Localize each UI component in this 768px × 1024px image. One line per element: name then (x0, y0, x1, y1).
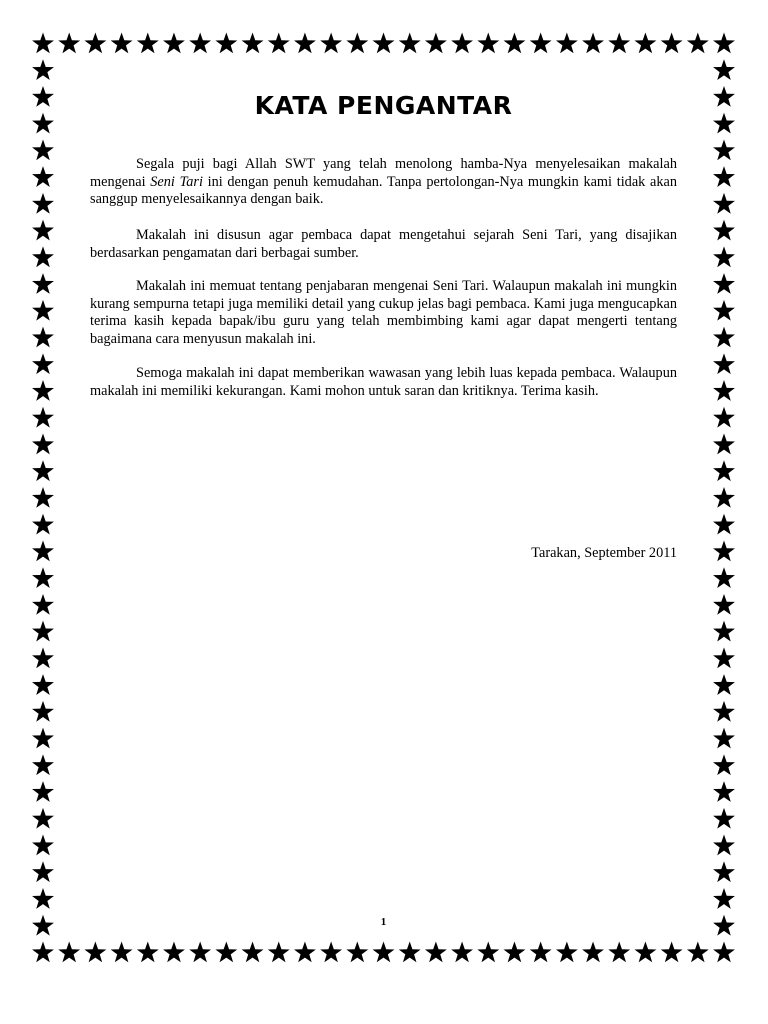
star-icon (713, 59, 735, 80)
star-icon (713, 460, 735, 481)
star-icon (713, 674, 735, 695)
star-icon (582, 33, 604, 54)
star-icon (32, 701, 54, 722)
star-icon (32, 647, 54, 668)
star-icon (32, 113, 54, 134)
star-icon (58, 942, 80, 963)
star-icon (32, 166, 54, 187)
star-icon (32, 193, 54, 214)
star-icon (713, 33, 735, 54)
star-icon (373, 942, 395, 963)
star-icon (425, 942, 447, 963)
star-icon (530, 33, 552, 54)
star-icon (32, 300, 54, 321)
star-icon (268, 33, 290, 54)
star-icon (320, 33, 342, 54)
star-icon (32, 327, 54, 348)
star-icon (399, 942, 421, 963)
star-icon (32, 353, 54, 374)
star-icon (713, 407, 735, 428)
star-icon (634, 33, 656, 54)
star-icon (425, 33, 447, 54)
star-icon (713, 220, 735, 241)
paragraph-4 (90, 365, 677, 400)
star-icon (32, 434, 54, 455)
paragraph-2-text: Makalah ini disusun agar pembaca dapat mengetahui sejarah Seni Tari, yang disajikan berdasarkan pengamatan dari berbagai sumber. (90, 227, 677, 261)
paragraph-4-text: Semoga makalah ini dapat memberikan wawasan yang lebih luas kepada pembaca. Walaupun makalah ini memiliki kekurangan. Kami mohon untuk saran dan kritiknya. Terima kasih. (90, 365, 677, 399)
star-icon (32, 139, 54, 160)
star-icon (346, 33, 368, 54)
star-icon (84, 942, 106, 963)
star-icon (713, 754, 735, 775)
star-icon (713, 300, 735, 321)
star-icon (713, 835, 735, 856)
star-icon (713, 647, 735, 668)
star-icon (713, 487, 735, 508)
star-icon (32, 861, 54, 882)
paragraph-2 (90, 227, 677, 262)
star-icon (713, 781, 735, 802)
page-number: 1 (380, 916, 387, 928)
star-icon (713, 434, 735, 455)
paragraph-1-text-a: Segala puji bagi Allah SWT yang telah menolong hamba-Nya menyelesaikan makalah mengenai (90, 156, 677, 190)
star-icon (713, 139, 735, 160)
star-icon (713, 942, 735, 963)
star-icon (32, 594, 54, 615)
star-icon (582, 942, 604, 963)
star-icon (713, 540, 735, 561)
star-icon (32, 754, 54, 775)
star-icon (477, 942, 499, 963)
star-icon (713, 728, 735, 749)
star-icon (32, 915, 54, 936)
star-icon (32, 942, 54, 963)
paragraph-3 (90, 278, 677, 348)
star-icon (399, 33, 421, 54)
star-icon (32, 246, 54, 267)
star-icon (661, 942, 683, 963)
star-icon (556, 942, 578, 963)
star-icon (32, 33, 54, 54)
paragraph-1-text-b: ini dengan penuh kemudahan. Tanpa pertolongan-Nya mungkin kami tidak akan sanggup menyelesaikannya dengan baik. (90, 173, 677, 207)
star-icon (32, 888, 54, 909)
star-icon (713, 273, 735, 294)
star-icon (32, 808, 54, 829)
star-icon (32, 835, 54, 856)
star-icon (32, 273, 54, 294)
star-icon (713, 246, 735, 267)
star-icon (713, 113, 735, 134)
star-icon (163, 942, 185, 963)
star-icon (84, 33, 106, 54)
star-icon (189, 33, 211, 54)
star-icon (215, 942, 237, 963)
star-icon (713, 514, 735, 535)
star-icon (163, 33, 185, 54)
paragraph-1 (90, 156, 677, 209)
star-icon (451, 33, 473, 54)
star-icon (713, 327, 735, 348)
star-icon (32, 567, 54, 588)
star-icon (713, 193, 735, 214)
star-icon (713, 567, 735, 588)
star-icon (504, 942, 526, 963)
star-icon (451, 942, 473, 963)
star-icon (713, 861, 735, 882)
star-icon (608, 33, 630, 54)
star-icon (189, 942, 211, 963)
star-icon (687, 942, 709, 963)
star-icon (32, 220, 54, 241)
star-icon (58, 33, 80, 54)
paragraph-3-text: Makalah ini memuat tentang penjabaran mengenai Seni Tari. Walaupun makalah ini mungkin kurang sempurna tetapi juga memiliki detail yang cukup jelas bagi pembaca. Kami juga mengucapkan terima kasih kepada bapak/ibu guru yang telah membimbing kami agar dapat mengerti tentang bagaimana cara menyusun makalah ini. (90, 278, 677, 347)
star-icon (32, 781, 54, 802)
star-icon (32, 728, 54, 749)
star-icon (713, 621, 735, 642)
star-icon (32, 674, 54, 695)
star-icon (608, 942, 630, 963)
star-icon (661, 33, 683, 54)
star-icon (215, 33, 237, 54)
star-icon (687, 33, 709, 54)
star-icon (320, 942, 342, 963)
star-icon (32, 621, 54, 642)
star-icon (242, 942, 264, 963)
star-icon (32, 540, 54, 561)
star-icon (713, 701, 735, 722)
star-icon (137, 33, 159, 54)
star-icon (32, 59, 54, 80)
star-icon (477, 33, 499, 54)
star-icon (373, 33, 395, 54)
star-icon (530, 942, 552, 963)
star-icon (137, 942, 159, 963)
star-icon (32, 86, 54, 107)
star-icon (32, 487, 54, 508)
page-title: KATA PENGANTAR (254, 91, 513, 120)
star-icon (242, 33, 264, 54)
star-icon (713, 166, 735, 187)
star-icon (294, 942, 316, 963)
star-icon (504, 33, 526, 54)
star-icon (713, 888, 735, 909)
star-icon (713, 86, 735, 107)
star-icon (713, 380, 735, 401)
star-icon (713, 915, 735, 936)
star-icon (713, 594, 735, 615)
star-icon (634, 942, 656, 963)
star-icon (32, 380, 54, 401)
star-icon (32, 460, 54, 481)
star-icon (111, 33, 133, 54)
star-icon (346, 942, 368, 963)
signoff-place-date: Tarakan, September 2011 (531, 545, 677, 561)
star-icon (268, 942, 290, 963)
star-icon (111, 942, 133, 963)
star-icon (32, 514, 54, 535)
star-icon (713, 353, 735, 374)
paragraph-1-emphasis: Seni Tari (150, 173, 203, 190)
star-icon (32, 407, 54, 428)
star-icon (713, 808, 735, 829)
star-icon (294, 33, 316, 54)
star-icon (556, 33, 578, 54)
